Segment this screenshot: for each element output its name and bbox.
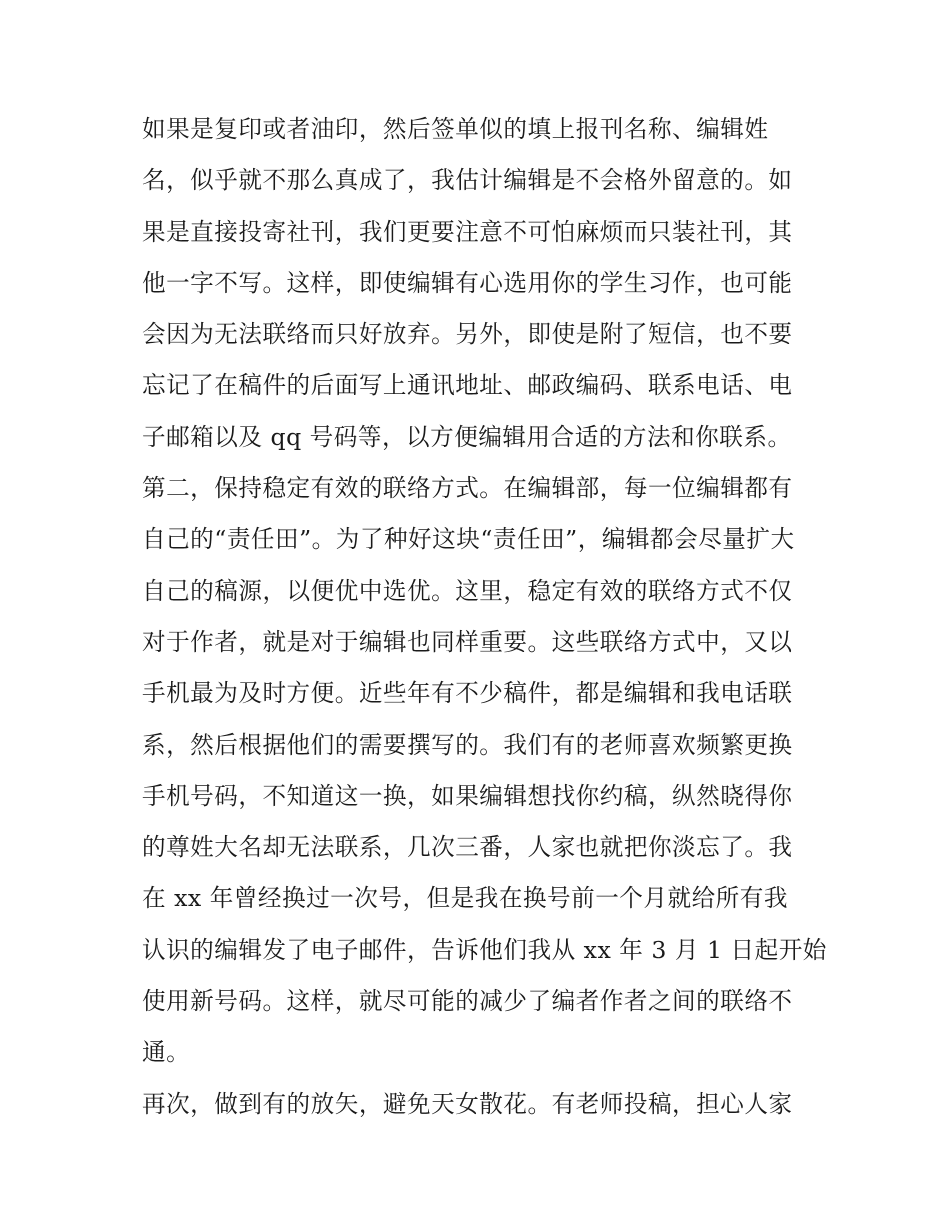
text-line: 会因为无法联络而只好放弃。另外，即使是附了短信，也不要 bbox=[142, 320, 793, 349]
paragraph-second-point bbox=[142, 463, 827, 1079]
text-line: 自己的稿源，以便优中选优。这里，稳定有效的联络方式不仅 bbox=[142, 576, 793, 605]
text-line: 子邮箱以及 qq 号码等，以方便编辑用合适的方法和你联系。 bbox=[142, 422, 792, 451]
text-line: 自己的“责任田”。为了种好这块“责任田”，编辑都会尽量扩大 bbox=[142, 525, 795, 554]
text-line: 忘记了在稿件的后面写上通讯地址、邮政编码、联系电话、电 bbox=[142, 371, 793, 400]
text-line: 在 xx 年曾经换过一次号，但是我在换号前一个月就给所有我 bbox=[142, 884, 788, 913]
paragraph-submission-tips bbox=[142, 104, 814, 463]
text-line: 如果是复印或者油印，然后签单似的填上报刊名称、编辑姓 bbox=[142, 115, 769, 143]
text-line: 使用新号码。这样，就尽可能的减少了编者作者之间的联络不 bbox=[142, 987, 793, 1016]
text-line: 手机号码，不知道这一换，如果编辑想找你约稿，纵然晓得你 bbox=[142, 781, 793, 810]
text-line: 他一字不写。这样，即使编辑有心选用你的学生习作，也可能 bbox=[142, 268, 793, 297]
text-line: 果是直接投寄社刊，我们更要注意不可怕麻烦而只装社刊，其 bbox=[142, 217, 793, 246]
document-page bbox=[142, 104, 827, 1130]
text-line: 第二，保持稳定有效的联络方式。在编辑部，每一位编辑都有 bbox=[142, 474, 793, 503]
text-line: 认识的编辑发了电子邮件，告诉他们我从 xx 年 3 月 1 日起开始 bbox=[142, 935, 827, 964]
paragraph-third-point bbox=[142, 1079, 814, 1130]
text-line: 对于作者，就是对于编辑也同样重要。这些联络方式中，又以 bbox=[142, 627, 793, 656]
text-line: 再次，做到有的放矢，避免天女散花。有老师投稿，担心人家 bbox=[142, 1089, 793, 1118]
text-line: 名，似乎就不那么真成了，我估计编辑是不会格外留意的。如 bbox=[142, 166, 793, 195]
text-line: 的尊姓大名却无法联系，几次三番，人家也就把你淡忘了。我 bbox=[142, 833, 793, 862]
text-line: 手机最为及时方便。近些年有不少稿件，都是编辑和我电话联 bbox=[142, 679, 793, 708]
text-line: 系，然后根据他们的需要撰写的。我们有的老师喜欢频繁更换 bbox=[142, 730, 793, 759]
text-line: 通。 bbox=[142, 1038, 191, 1067]
